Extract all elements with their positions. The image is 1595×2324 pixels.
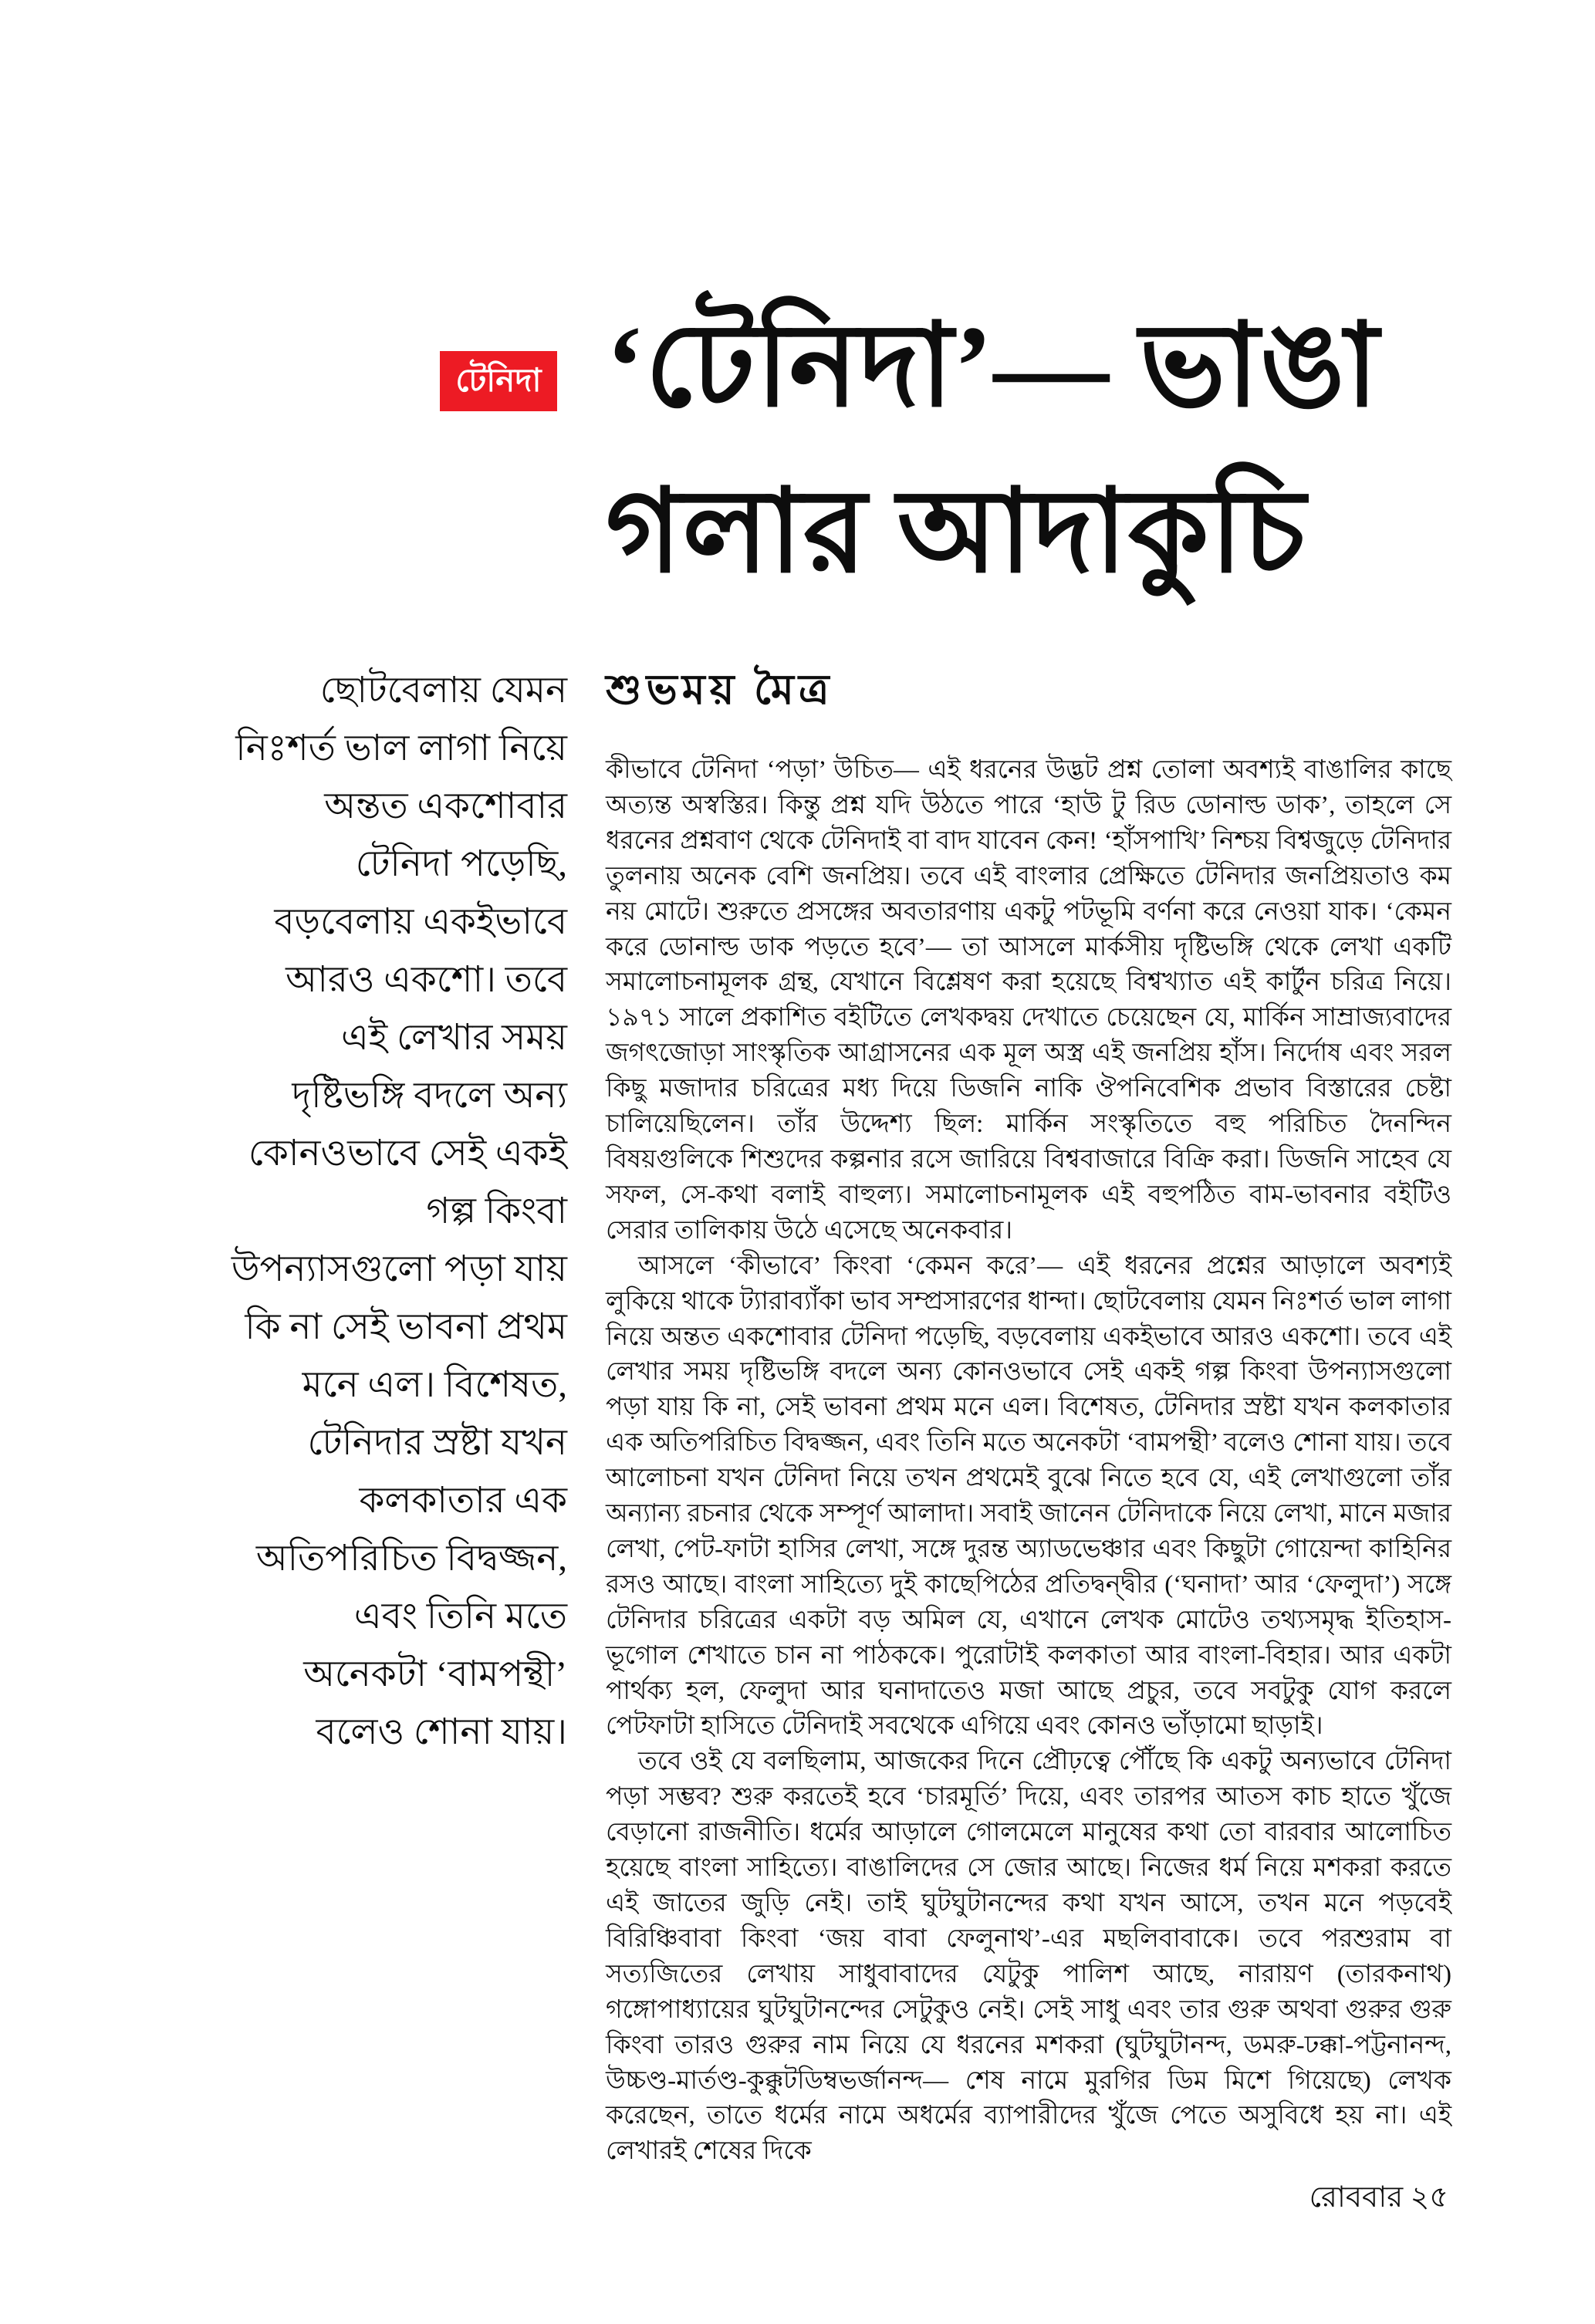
article-paragraph: কীভাবে টেনিদা ‘পড়া’ উচিত— এই ধরনের উদ্ভট প্রশ্ন তোলা অবশ্যই বাঙালির কাছে অত্যন্ত অস্বস্তির। কিন্তু প্রশ্ন যদি উঠতে পারে ‘হাউ টু রিড ডোনাল্ড ডাক’, তাহলে সে ধরনের প্রশ্নবাণ থেকে টেনিদাই বা বাদ যাবেন কেন! ‘হাঁসপাখি’ নিশ্চয় বিশ্বজুড়ে টেনিদার তুলনায় অনেক বেশি জনপ্রিয়। তবে এই বাংলার প্রেক্ষিতে টেনিদার জনপ্রিয়তাও কম নয় মোটে। শুরুতে প্রসঙ্গের অবতারণায় একটু পটভূমি বর্ণনা করে নেওয়া যাক। ‘কেমন করে ডোনাল্ড ডাক পড়তে হবে’— তা আসলে মার্কসীয় দৃষ্টিভঙ্গি থেকে লেখা একটি সমালোচনামূলক গ্রন্থ, যেখানে বিশ্লেষণ করা হয়েছে বিশ্বখ্যাত এই কার্টুন চরিত্র নিয়ে। ১৯৭১ সালে প্রকাশিত বইটিতে লেখকদ্বয় দেখাতে চেয়েছেন যে, মার্কিন সাম্রাজ্যবাদের জগৎজোড়া সাংস্কৃতিক আগ্রাসনের এক মূল অস্ত্র এই জনপ্রিয় হাঁস। নির্দোষ এবং সরল কিছু মজাদার চরিত্রের মধ্য দিয়ে ডিজনি নাকি ঔপনিবেশিক প্রভাব বিস্তারের চেষ্টা চালিয়েছিলেন। তাঁর উদ্দেশ্য ছিল: মার্কিন সংস্কৃতিতে বহু পরিচিত দৈনন্দিন বিষয়গুলিকে শিশুদের কল্পনার রসে জারিয়ে বিশ্ববাজারে বিক্রি করা। ডিজনি সাহেব যে সফল, সে-কথা বলাই বাহুল্য। সমালোচনামূলক এই বহুপঠিত বাম-ভাবনার বইটিও সেরার তালিকায় উঠে এসেছে অনেকবার।	[606, 756, 1451, 1245]
article-paragraph: তবে ওই যে বলছিলাম, আজকের দিনে প্রৌঢ়ত্বে পৌঁছে কি একটু অন্যভাবে টেনিদা পড়া সম্ভব? শুরু করতেই হবে ‘চারমূর্তি’ দিয়ে, এবং তারপর আতস কাচ হাতে খুঁজে বেড়ানো রাজনীতি। ধর্মের আড়ালে গোলমেলে মানুষের কথা তো বারবার আলোচিত হয়েছে বাংলা সাহিত্যে। বাঙালিদের সে জোর আছে। নিজের ধর্ম নিয়ে মশকরা করতে এই জাতের জুড়ি নেই। তাই ঘুটঘুটানন্দের কথা যখন আসে, তখন মনে পড়বেই বিরিঞ্চিবাবা কিংবা ‘জয় বাবা ফেলুনাথ’-এর মছলিবাবাকে। তবে পরশুরাম বা সত্যজিতের লেখায় সাধুবাবাদের যেটুকু পালিশ আছে, নারায়ণ (তারকনাথ) গঙ্গোপাধ্যায়ের ঘুটঘুটানন্দের সেটুকুও নেই। সেই সাধু এবং তার গুরু অথবা গুরুর গুরু কিংবা তারও গুরুর নাম নিয়ে যে ধরনের মশকরা (ঘুটঘুটানন্দ, ডমরু-ঢক্কা-পট্টনানন্দ, উচ্চণ্ড-মার্তণ্ড-কুক্কুটডিম্বভর্জানন্দ— শেষ নামে মুরগির ডিম মিশে গিয়েছে) লেখক করেছেন, তাতে ধর্মের নামে অধর্মের ব্যাপারীদের খুঁজে পেতে অসুবিধে হয় না। এই লেখারই শেষের দিকে	[606, 1748, 1451, 2166]
author-byline: শুভময় মৈত্র	[606, 667, 834, 713]
pull-quote-line: অনেকটা ‘বামপন্থী’	[303, 1654, 567, 1694]
pull-quote-line: মনে এল। বিশেষত,	[302, 1365, 567, 1405]
article-body	[606, 753, 1451, 2170]
pull-quote-line: এবং তিনি মতে	[353, 1596, 567, 1637]
pull-quote-line: টেনিদা পড়েছি,	[355, 844, 567, 884]
article-paragraph: আসলে ‘কীভাবে’ কিংবা ‘কেমন করে’— এই ধরনের প্রশ্নের আড়ালে অবশ্যই লুকিয়ে থাকে ট্যারাব্যাঁকা ভাব সম্প্রসারণের ধান্দা। ছোটবেলায় যেমন নিঃশর্ত ভাল লাগা নিয়ে অন্তত একশোবার টেনিদা পড়েছি, বড়বেলায় একইভাবে আরও একশো। তবে এই লেখার সময় দৃষ্টিভঙ্গি বদলে অন্য কোনওভাবে সেই একই গল্প কিংবা উপন্যাসগুলো পড়া যায় কি না, সেই ভাবনা প্রথম মনে এল। বিশেষত, টেনিদার স্রষ্টা যখন কলকাতার এক অতিপরিচিত বিদ্বজ্জন, এবং তিনি মতে অনেকটা ‘বামপন্থী’ বলেও শোনা যায়। তবে আলোচনা যখন টেনিদা নিয়ে তখন প্রথমেই বুঝে নিতে হবে যে, এই লেখাগুলো তাঁর অন্যান্য রচনার থেকে সম্পূর্ণ আলাদা। সবাই জানেন টেনিদাকে নিয়ে লেখা, মানে মজার লেখা, পেট-ফাটা হাসির লেখা, সঙ্গে দুরন্ত অ্যাডভেঞ্চার এবং কিছুটা গোয়েন্দা কাহিনির রসও আছে। বাংলা সাহিত্যে দুই কাছেপিঠের প্রতিদ্বন্দ্বীর (‘ঘনাদা’ আর ‘ফেলুদা’) সঙ্গে টেনিদার চরিত্রের একটা বড় অমিল যে, এখানে লেখক মোটেও তথ্যসমৃদ্ধ ইতিহাস-ভূগোল শেখাতে চান না পাঠককে। পুরোটাই কলকাতা আর বাংলা-বিহার। আর একটা পার্থক্য হল, ফেলুদা আর ঘনাদাতেও মজা আছে প্রচুর, তবে সবটুকু যোগ করলে পেটফাটা হাসিতে টেনিদাই সবথেকে এগিয়ে এবং কোনও ভাঁড়ামো ছাড়াই।	[606, 1252, 1451, 1741]
page-footer: রোববার ২৫	[1309, 2181, 1448, 2214]
pull-quote-line: অন্তত একশোবার	[324, 786, 567, 826]
pull-quote-line: অতিপরিচিত বিদ্বজ্জন,	[255, 1539, 567, 1579]
pull-quote-line: নিঃশর্ত ভাল লাগা নিয়ে	[235, 728, 567, 768]
pull-quote-line: কি না সেই ভাবনা প্রথম	[245, 1307, 567, 1347]
headline-line-2: গলার আদাকুচি	[606, 468, 1306, 596]
pull-quote-line: কলকাতার এক	[359, 1481, 567, 1521]
pull-quote-line: বলেও শোনা যায়।	[316, 1712, 567, 1752]
pull-quote-line: কোনওভাবে সেই একই	[248, 1133, 567, 1174]
headline-line-1: ‘টেনিদা’— ভাঙা	[606, 302, 1380, 431]
article-headline	[606, 284, 1455, 616]
pull-quote-line: ছোটবেলায় যেমন	[319, 671, 567, 711]
pull-quote-line: আরও একশো। তবে	[286, 960, 567, 1000]
pull-quote-line: গল্প কিংবা	[426, 1191, 567, 1231]
pull-quote-line: বড়বেলায় একইভাবে	[274, 902, 567, 942]
pull-quote-line: টেনিদার স্রষ্টা যখন	[307, 1423, 567, 1463]
section-tag-label: টেনিদা	[455, 363, 542, 399]
pull-quote	[208, 662, 567, 1762]
pull-quote-line: উপন্যাসগুলো পড়া যায়	[231, 1249, 567, 1289]
pull-quote-line: এই লেখার সময়	[341, 1018, 567, 1058]
section-tag	[440, 351, 557, 411]
pull-quote-line: দৃষ্টিভঙ্গি বদলে অন্য	[292, 1076, 567, 1116]
